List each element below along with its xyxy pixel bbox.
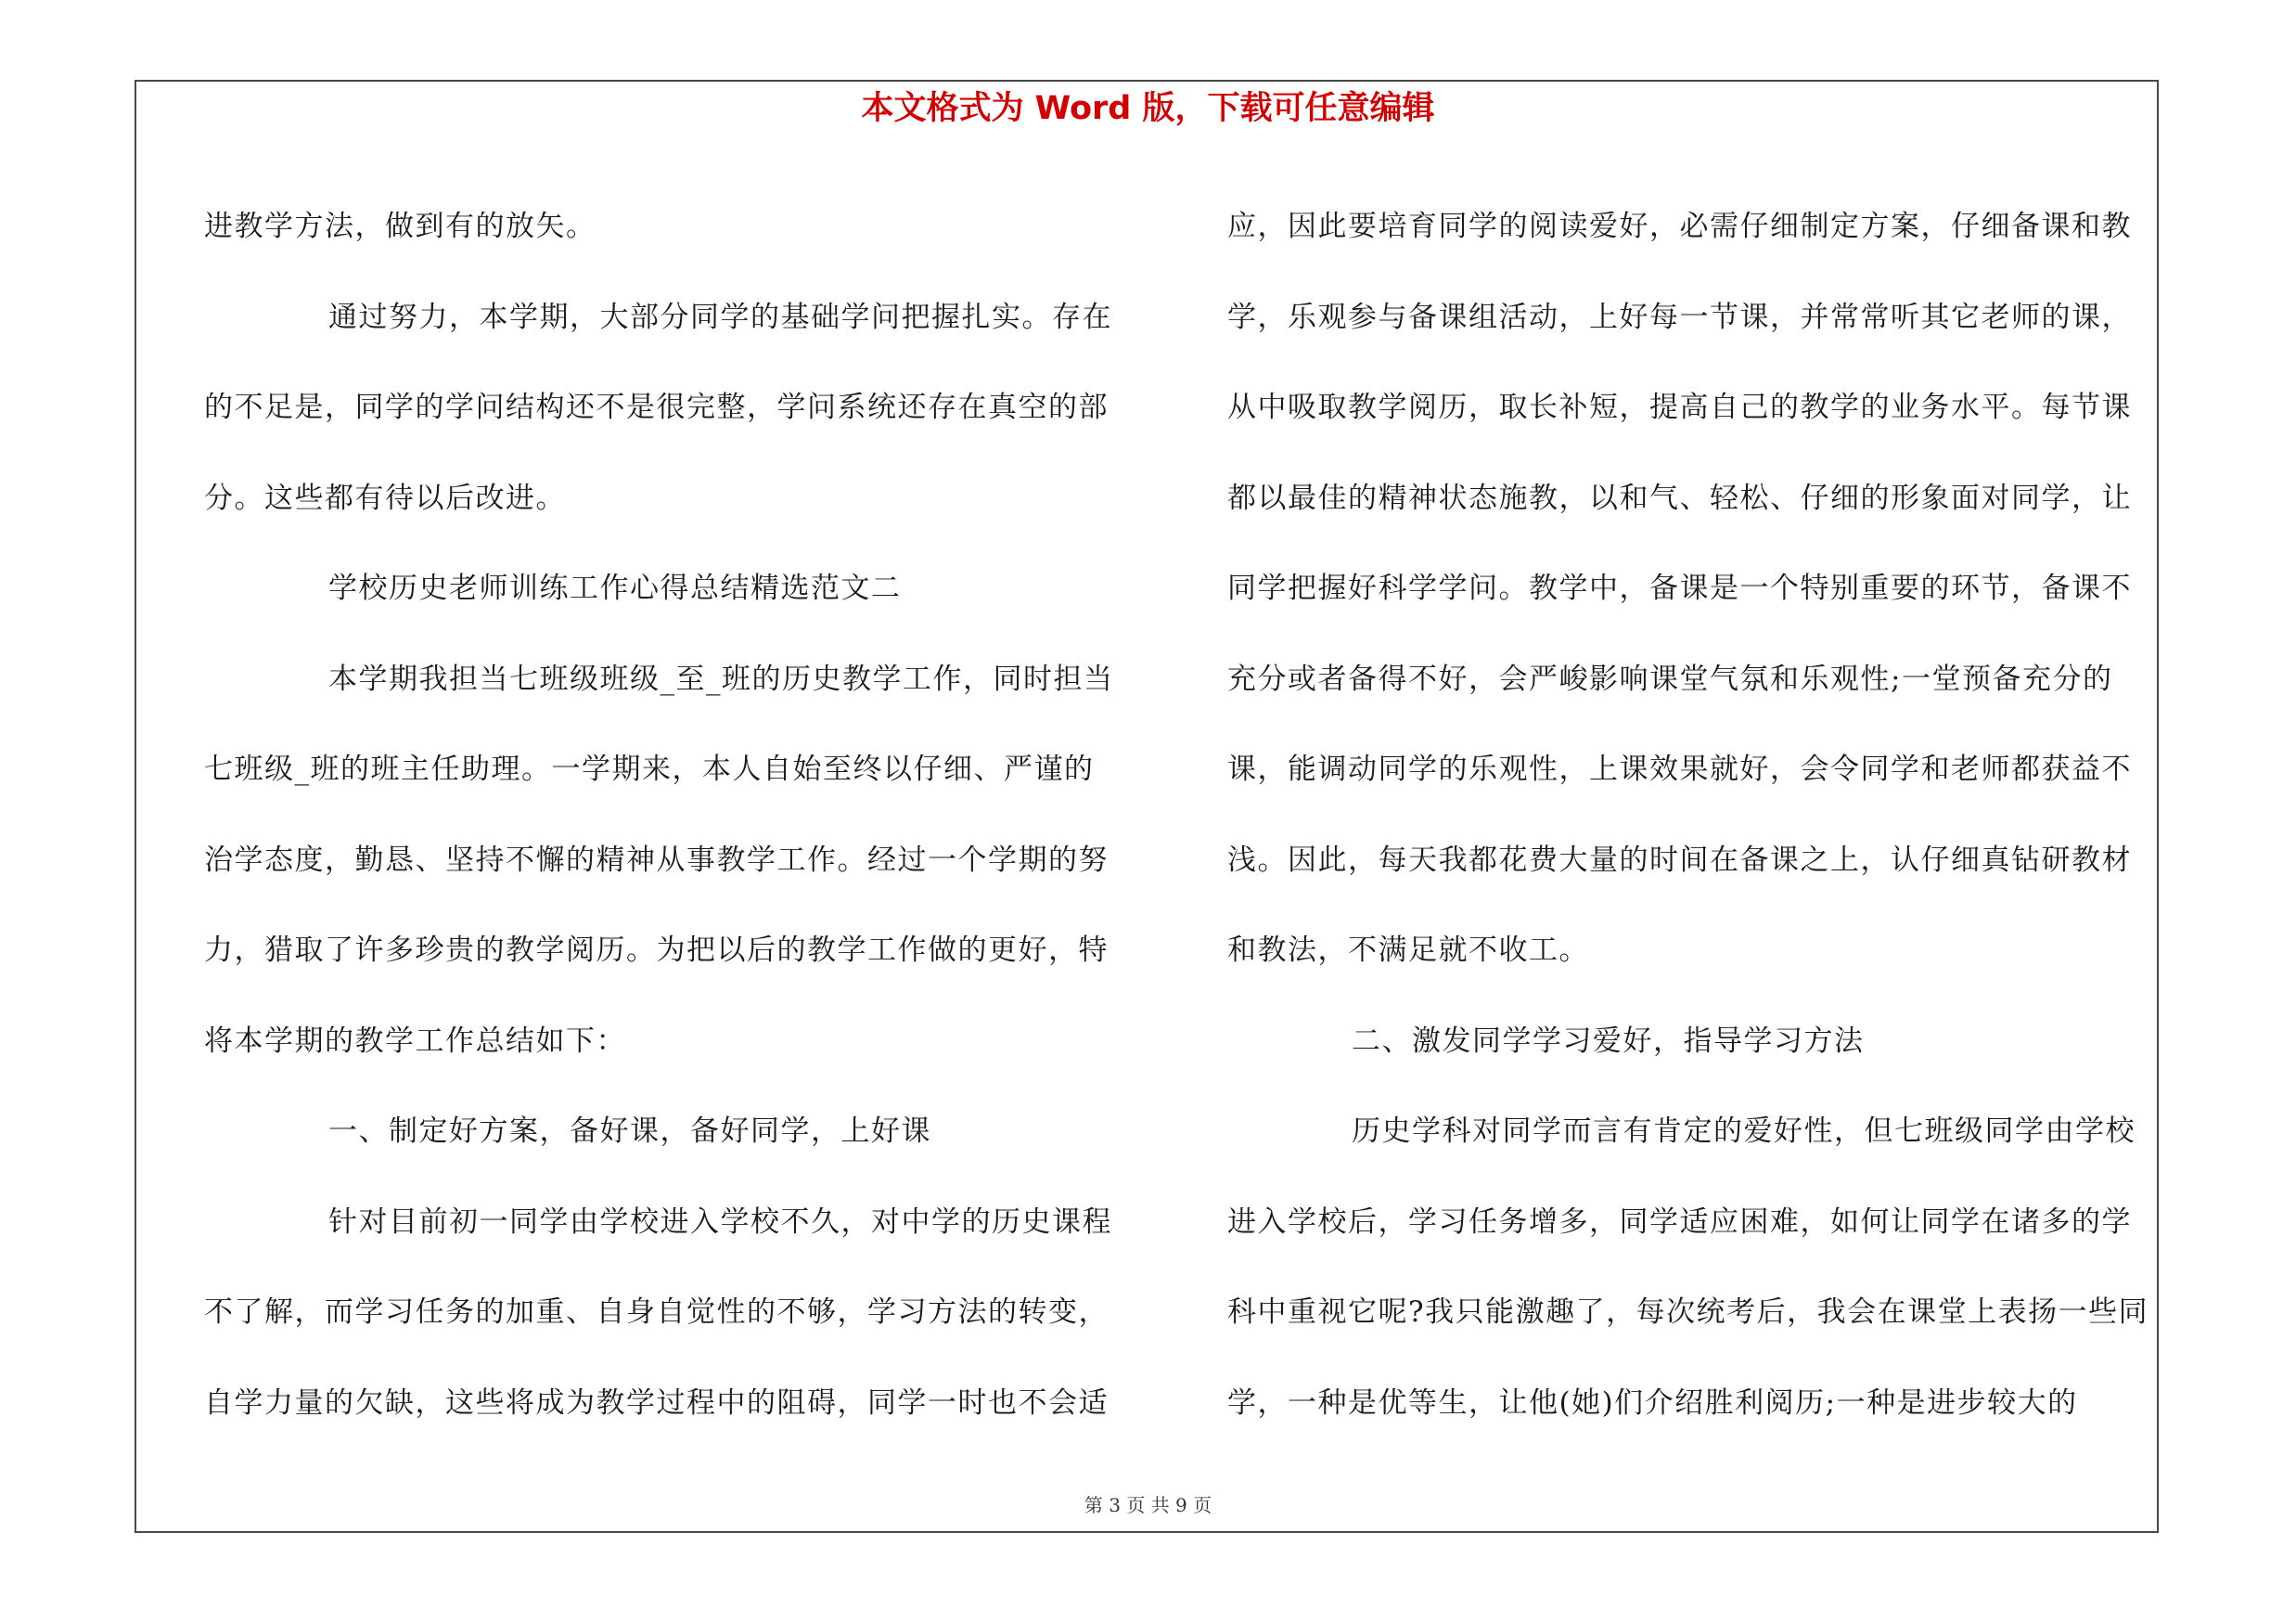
paragraph: 针对目前初一同学由学校进入学校不久，对中学的历史课程不了解，而学习任务的加重、自身自觉性的不够，学习方法的转变，自学力量的欠缺，这些将成为教学过程中的阻碍，同学一时也不会适 [204,1204,1112,1420]
paragraph: 进教学方法，做到有的放矢。 [204,210,596,243]
section-heading: 二、激发同学学习爱好，指导学习方法 [1352,1024,1865,1058]
paragraph: 应，因此要培育同学的阅读爱好，必需仔细制定方案，仔细备课和教学，乐观参与备课组活动，上好每一节课，并常常听其它老师的课，从中吸取教学阅历，取长补短，提高自己的教学的业务水平。每节课都以最佳的精神状态施教，以和气、轻松、仔细的形象面对同学，让同学把握好科学学问。教学中，备课是一个特别重要的环节，备课不充分或者备得不好，会严峻影响课堂气氛和乐观性;一堂预备充分的课，能调动同学的乐观性，上课效果就好，会令同学和老师都获益不浅。因此，每天我都花费大量的时间在备课之上，认仔细真钻研教材和教法，不满足就不收工。 [1227,210,2132,967]
right-text-column [1227,182,2149,1449]
format-banner: 本文格式为 Word 版，下载可任意编辑 [861,90,1435,127]
page-number-footer: 第 3 页 共 9 页 [1084,1494,1212,1516]
paragraph: 历史学科对同学而言有肯定的爱好性，但七班级同学由学校进入学校后，学习任务增多，同学适应困难，如何让同学在诸多的学科中重视它呢?我只能激趣了，每次统考后，我会在课堂上表扬一些同学，一种是优等生，让他(她)们介绍胜利阅历;一种是进步较大的 [1227,1114,2149,1420]
article-title: 学校历史老师训练工作心得总结精选范文二 [328,572,902,605]
paragraph: 通过努力，本学期，大部分同学的基础学问把握扎实。存在的不足是，同学的学问结构还不是很完整，学问系统还存在真空的部分。这些都有待以后改进。 [204,300,1112,515]
paragraph: 本学期我担当七班级班级_至_班的历史教学工作，同时担当七班级_班的班主任助理。一学期来，本人自始至终以仔细、严谨的治学态度，勤恳、坚持不懈的精神从事教学工作。经过一个学期的努力，猎取了许多珍贵的教学阅历。为把以后的教学工作做的更好，特将本学期的教学工作总结如下： [204,662,1114,1058]
left-text-column [204,182,1122,1449]
section-heading: 一、制定好方案，备好课，备好同学，上好课 [328,1114,931,1148]
